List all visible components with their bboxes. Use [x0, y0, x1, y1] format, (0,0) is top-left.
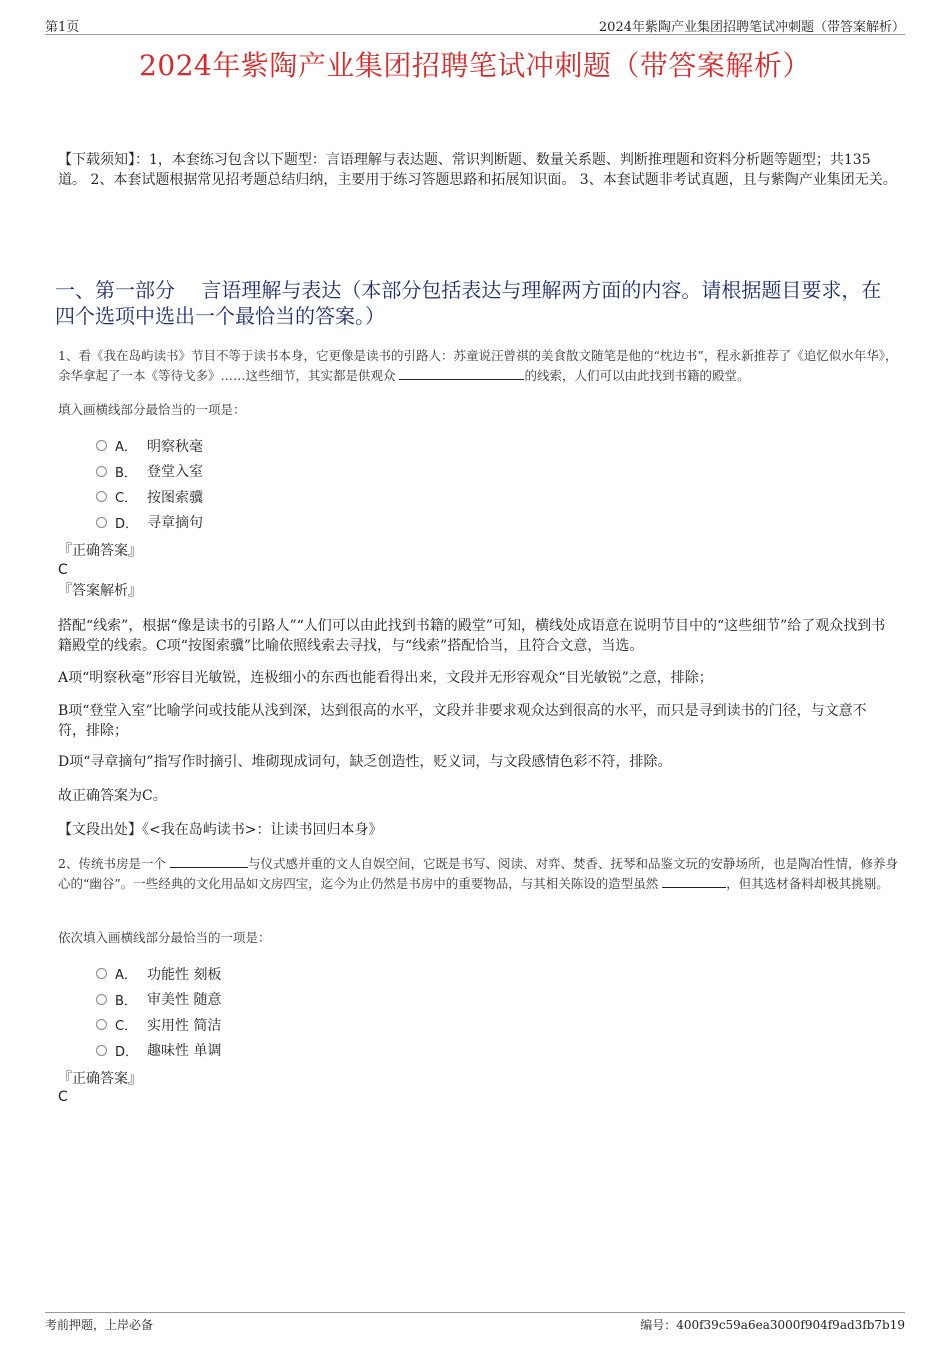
header-doc-title: 2024年紫陶产业集团招聘笔试冲刺题（带答案解析）	[598, 20, 905, 35]
option-text: 寻章摘句	[147, 515, 203, 532]
analysis-paragraph: B项“登堂入室”比喻学问或技能从浅到深，达到很高的水平，文段并非要求观众达到很高的水平，而只是寻到读书的门径，与文意不符，排除；	[58, 703, 867, 739]
document-title: 2024年紫陶产业集团招聘笔试冲刺题（带答案解析）	[139, 49, 811, 82]
option-a[interactable]	[96, 961, 221, 987]
option-letter: C．	[115, 1019, 138, 1035]
question-1-answer-label: 『正确答案』	[58, 543, 142, 559]
option-a[interactable]	[96, 433, 203, 459]
radio-icon[interactable]	[96, 994, 107, 1005]
analysis-paragraph: 故正确答案为C。	[58, 788, 167, 804]
question-2-options	[96, 961, 221, 1063]
option-text: 明察秋毫	[147, 438, 203, 455]
option-letter: D．	[115, 516, 139, 532]
option-text: 审美性 随意	[147, 992, 222, 1009]
option-b[interactable]	[96, 987, 221, 1013]
question-2-text-c: ，但其选材备料却极其挑剔。	[726, 876, 889, 891]
page-number: 第1页	[45, 20, 80, 35]
option-c[interactable]	[96, 1012, 221, 1038]
question-1-options	[96, 433, 203, 535]
question-2-answer: C	[58, 1089, 68, 1105]
question-2-stem	[58, 854, 898, 894]
radio-icon[interactable]	[96, 440, 107, 451]
option-letter: D．	[115, 1044, 139, 1060]
option-b[interactable]	[96, 459, 203, 485]
option-text: 实用性 简洁	[147, 1017, 222, 1034]
footer-slogan: 考前押题，上岸必备	[45, 1318, 154, 1332]
question-2-prompt: 依次填入画横线部分最恰当的一项是：	[58, 930, 271, 945]
option-d[interactable]	[96, 510, 203, 536]
question-1-answer: C	[58, 562, 68, 578]
option-letter: A．	[115, 968, 137, 984]
analysis-paragraph: A项“明察秋毫”形容目光敏锐，连极细小的东西也能看得出来，文段并无形容观众“目光敏锐”之意，排除；	[58, 670, 713, 686]
question-2-text-a: 2、传统书房是一个	[58, 856, 170, 871]
radio-icon[interactable]	[96, 466, 107, 477]
option-letter: B．	[115, 465, 137, 481]
question-1-prompt: 填入画横线部分最恰当的一项是：	[58, 402, 246, 417]
radio-icon[interactable]	[96, 1045, 107, 1056]
page-footer	[45, 1312, 905, 1331]
question-1-text-b: 的线索，人们可以由此找到书籍的殿堂。	[524, 368, 750, 383]
section-heading: 一、第一部分 言语理解与表达（本部分包括表达与理解两方面的内容。请根据题目要求，在四个选项中选出一个最恰当的答案。）	[55, 278, 882, 328]
analysis-paragraph: D项“寻章摘句”指写作时摘引、堆砌现成词句，缺乏创造性，贬义词，与文段感情色彩不符，排除。	[58, 754, 672, 770]
download-notice: 【下载须知】：1，本套练习包含以下题型：言语理解与表达题、常识判断题、数量关系题、判断推理题和资料分析题等题型；共135道。 2、本套试题根据常见招考题总结归纳，主要用于练习答题思路和拓展知识面。 3、本套试题非考试真题，且与紫陶产业集团无关。	[58, 152, 897, 188]
question-2-blank-2	[662, 875, 726, 888]
option-d[interactable]	[96, 1038, 221, 1064]
option-text: 功能性 刻板	[147, 966, 222, 983]
footer-doc-id: 编号：400f39c59a6ea3000f904f9ad3fb7b19	[640, 1318, 905, 1332]
option-text: 登堂入室	[147, 464, 203, 481]
question-2-text-b: 与仪式感并重的文人自娱空间，它既是书写、阅读、对弈、焚香、抚琴和品鉴文玩的安静场所，也是陶冶性情，修养身心的“幽谷”。一些经典的文化用品如文房四宝，迄今为止仍然是书房中的重要物品，与其相关陈设的造型虽然	[58, 856, 898, 891]
option-text: 趣味性 单调	[147, 1043, 222, 1060]
radio-icon[interactable]	[96, 491, 107, 502]
radio-icon[interactable]	[96, 517, 107, 528]
option-letter: B．	[115, 993, 137, 1009]
question-2-answer-label: 『正确答案』	[58, 1071, 142, 1087]
option-c[interactable]	[96, 484, 203, 510]
question-2-blank-1	[170, 855, 248, 868]
question-1-blank	[399, 367, 524, 380]
question-1-analysis-label: 『答案解析』	[58, 583, 142, 599]
option-text: 按图索骥	[147, 489, 203, 506]
question-1-stem	[58, 346, 898, 386]
question-1-text-a: 1、看《我在岛屿读书》节目不等于读书本身，它更像是读书的引路人：苏童说汪曾祺的美食散文随笔是他的“枕边书”，程永新推荐了《追忆似水年华》，余华拿起了一本《等待戈多》……这些细节，其实都是供观众	[58, 348, 898, 383]
radio-icon[interactable]	[96, 1019, 107, 1030]
analysis-paragraph: 搭配“线索”，根据“像是读书的引路人”“人们可以由此找到书籍的殿堂”可知，横线处成语意在说明节目中的“这些细节”给了观众找到书籍殿堂的线索。C项“按图索骥”比喻依照线索去寻找，与“线索”搭配恰当，且符合文意，当选。	[58, 618, 886, 654]
option-letter: C．	[115, 491, 138, 507]
radio-icon[interactable]	[96, 968, 107, 979]
text-source: 【文段出处】《<我在岛屿读书>：让读书回归本身》	[58, 822, 383, 838]
page-header	[45, 14, 905, 35]
option-letter: A．	[115, 440, 137, 456]
